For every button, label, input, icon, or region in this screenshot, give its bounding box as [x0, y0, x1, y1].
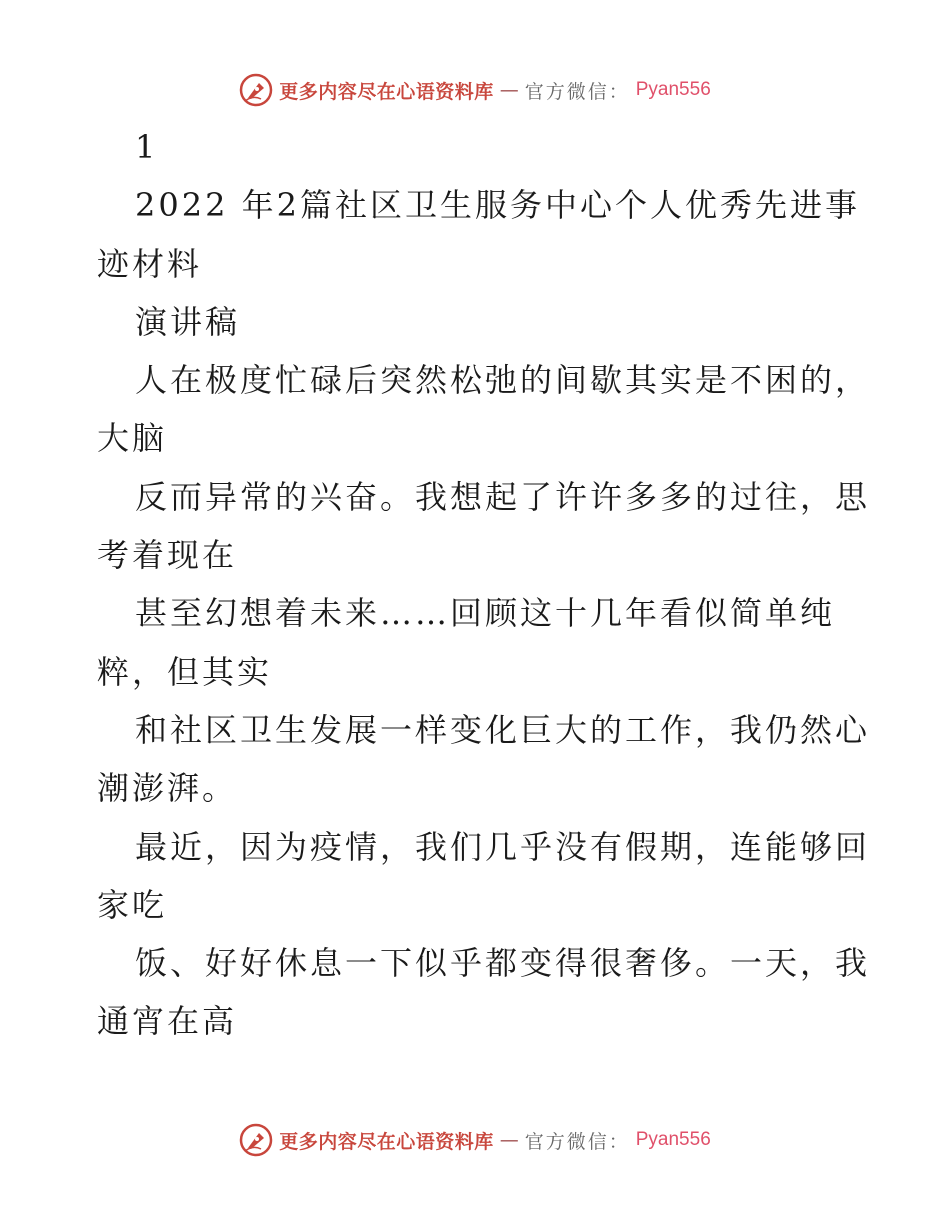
watermark-separator: — [499, 79, 519, 101]
pen-nib-logo-icon [239, 73, 273, 107]
watermark-wechat-id: Pyan556 [635, 79, 711, 100]
pen-nib-logo-icon [239, 1123, 273, 1157]
doc-line-16: 通宵在高 [97, 1002, 238, 1041]
doc-line-10: 粹，但其实 [97, 652, 273, 691]
header-watermark [0, 70, 950, 110]
doc-line-9: 甚至幻想着未来……回顾这十几年看似简单纯 [135, 594, 836, 633]
document-body [97, 118, 877, 1051]
doc-line-11: 和社区卫生发展一样变化巨大的工作，我仍然心 [135, 710, 871, 749]
doc-line-5: 人在极度忙碌后突然松弛的间歇其实是不困的， [135, 361, 871, 400]
doc-line-14: 家吃 [97, 885, 168, 924]
doc-line-12: 潮澎湃。 [97, 769, 238, 808]
doc-line-7: 反而异常的兴奋。我想起了许许多多的过往，思 [135, 477, 871, 516]
watermark-official-label: 官方微信： [524, 1130, 630, 1153]
doc-line-15: 饭、好好休息一下似乎都变得很奢侈。一天，我 [135, 944, 871, 983]
doc-line-2: 2022 年2篇社区卫生服务中心个人优秀先进事 [135, 186, 860, 225]
doc-line-13: 最近，因为疫情，我们几乎没有假期，连能够回 [135, 827, 871, 866]
watermark-official-label: 官方微信： [524, 80, 630, 103]
watermark-brand-text: 更多内容尽在心语资料库 [279, 80, 494, 103]
doc-line-1: 1 [135, 128, 159, 166]
doc-line-3: 迹材料 [97, 244, 203, 283]
doc-line-4: 演讲稿 [135, 302, 241, 341]
watermark-brand-text: 更多内容尽在心语资料库 [279, 1130, 494, 1153]
watermark-separator: — [499, 1129, 519, 1151]
footer-watermark [0, 1120, 950, 1160]
doc-line-6: 大脑 [97, 419, 168, 458]
doc-line-8: 考着现在 [97, 536, 238, 575]
watermark-wechat-id: Pyan556 [635, 1129, 711, 1150]
